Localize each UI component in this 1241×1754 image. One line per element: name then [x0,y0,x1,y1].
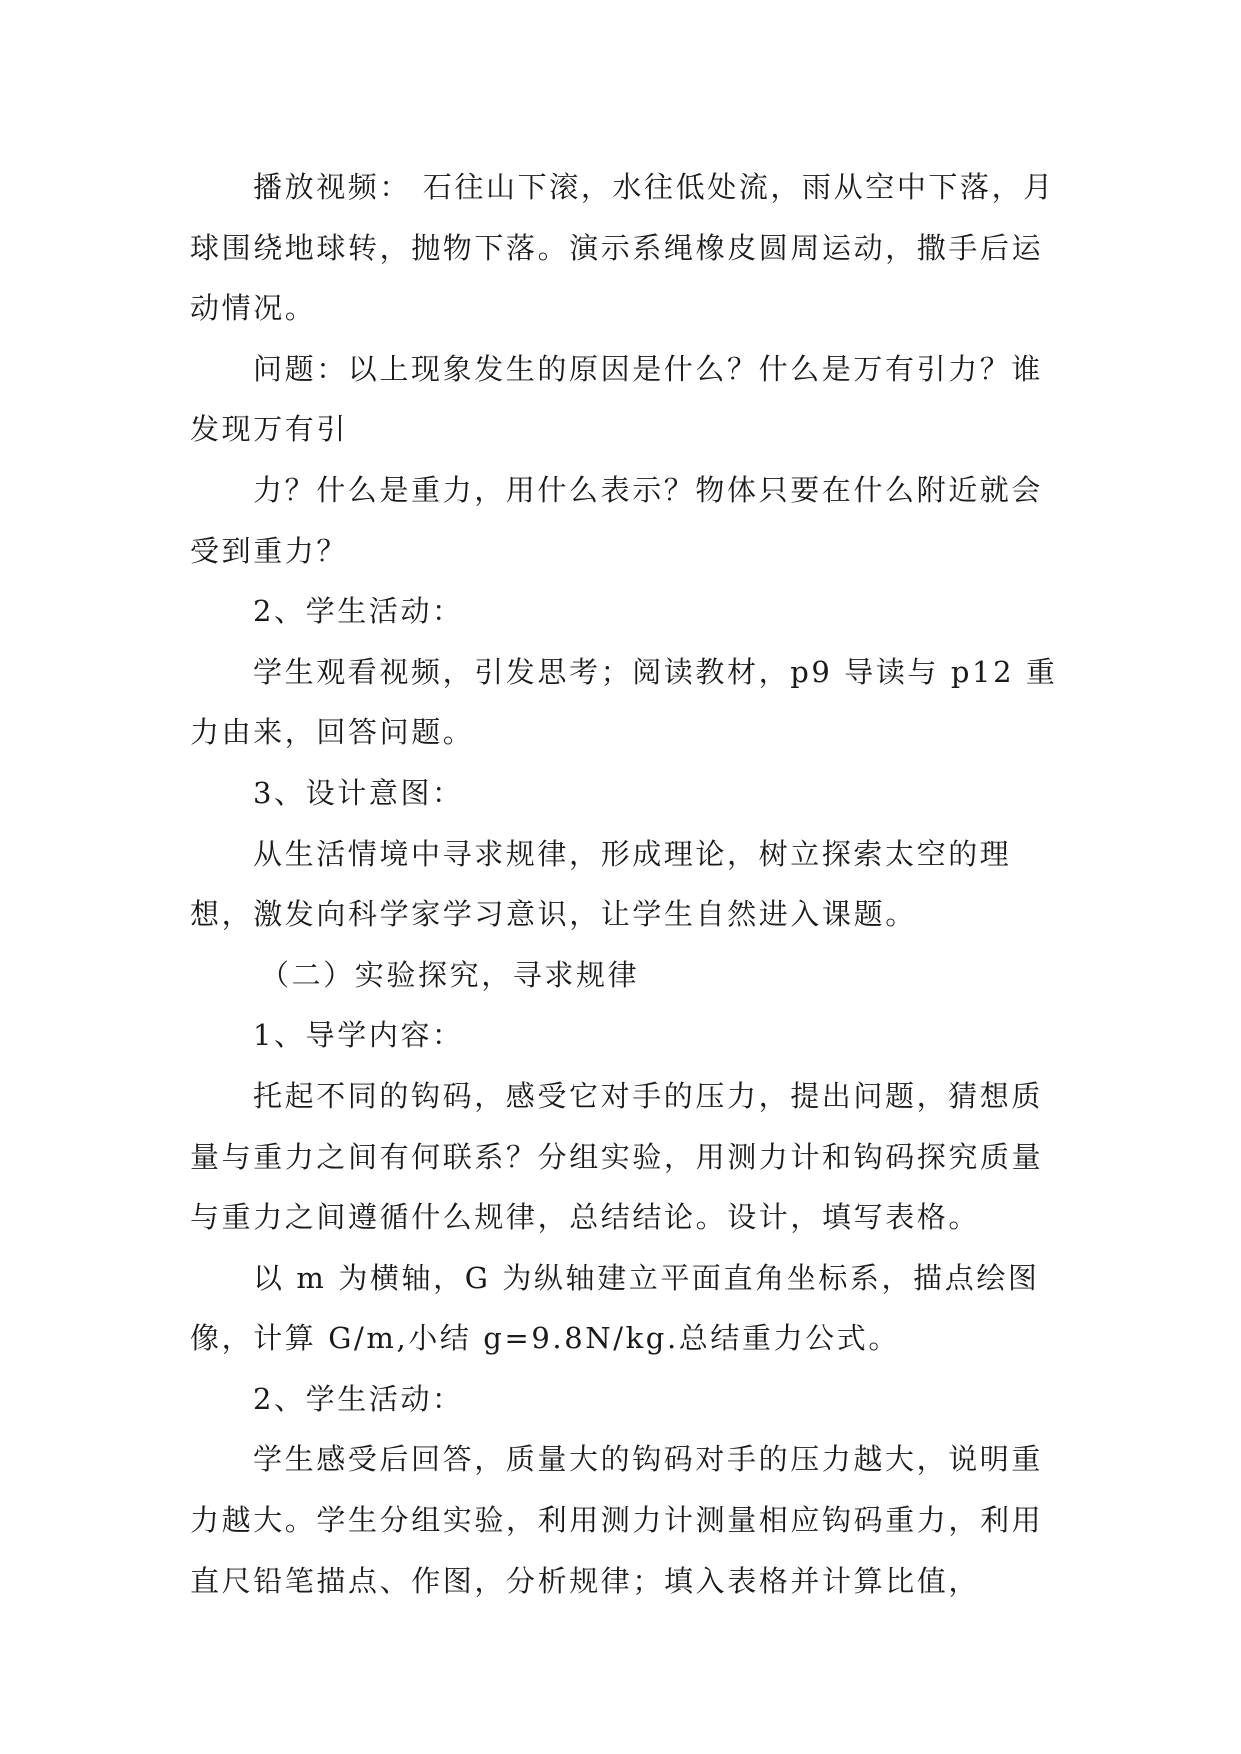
paragraph-student-activity-1: 学生观看视频，引发思考；阅读教材，p9 导读与 p12 重力由来，回答问题。 [190,654,1058,750]
section-heading-experiment: （二）实验探究，寻求规律 [260,957,640,992]
heading-student-activity-2: 2、学生活动： [253,1381,464,1416]
heading-student-activity-1: 2、学生活动： [253,594,464,629]
paragraph-design-intent: 从生活情境中寻求规律，形成理论，树立探索太空的理想，激发向科学家学习意识，让学生自然进入课题。 [190,836,1012,932]
paragraph-graphing: 以 m 为横轴，G 为纵轴建立平面直角坐标系，描点绘图像，计算 G/m,小结 g=9.8N/kg.总结重力公式。 [190,1260,1040,1356]
heading-guided-content: 1、导学内容： [253,1018,464,1053]
paragraph-guided-content: 托起不同的钩码，感受它对手的压力，提出问题，猜想质量与重力之间有何联系？分组实验，用测力计和钩码探究质量与重力之间遵循什么规律，总结结论。设计，填写表格。 [190,1078,1044,1235]
paragraph-questions-continued: 力？什么是重力，用什么表示？物体只要在什么附近就会受到重力？ [190,472,1044,568]
paragraph-questions: 问题：以上现象发生的原因是什么？什么是万有引力？谁发现万有引 [190,351,1044,447]
document-body [190,157,1070,1611]
paragraph-video-intro: 播放视频： 石往山下滚，水往低处流，雨从空中下落，月球围绕地球转，抛物下落。演示系绳橡皮圆周运动，撒手后运动情况。 [190,170,1055,326]
heading-design-intent: 3、设计意图： [253,775,464,810]
paragraph-student-activity-2: 学生感受后回答，质量大的钩码对手的压力越大，说明重力越大。学生分组实验，利用测力计测量相应钩码重力，利用直尺铅笔描点、作图，分析规律；填入表格并计算比值， [190,1442,1044,1598]
